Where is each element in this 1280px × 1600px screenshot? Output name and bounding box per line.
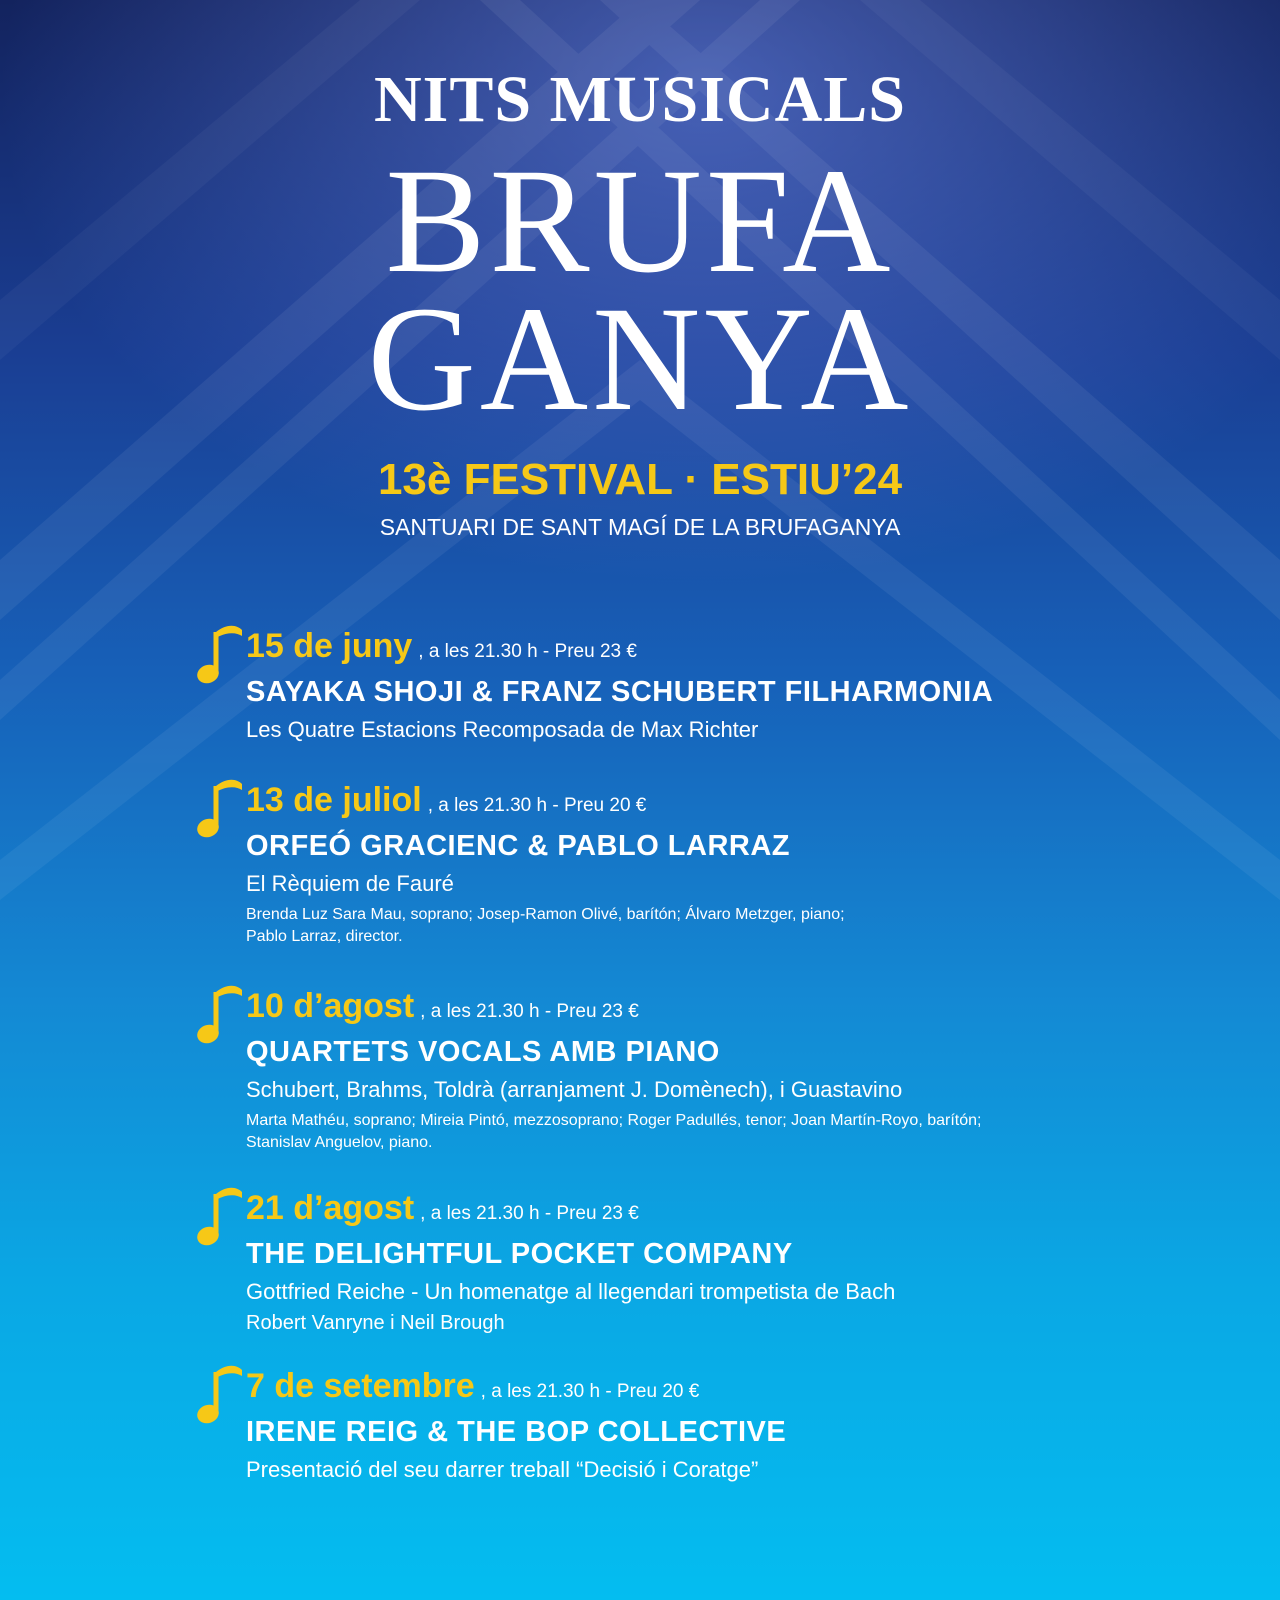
event-time-price: , a les 21.30 h - Preu 20 € — [480, 1381, 700, 1402]
performers-line-1: Marta Mathéu, soprano; Mireia Pintó, mezzosoprano; Roger Padullés, tenor; Joan Martín-Royo, barítón; — [246, 1112, 982, 1129]
event-date: 10 d’agost — [246, 987, 415, 1025]
event-time-price: , a les 21.30 h - Preu 23 € — [420, 1001, 639, 1022]
venue: SANTUARI DE SANT MAGÍ DE LA BRUFAGANYA — [379, 514, 901, 540]
performers-line-2: Pablo Larraz, director. — [246, 928, 403, 945]
event-performers — [246, 1110, 1246, 1154]
event-performers — [246, 904, 1246, 948]
event-title: QUARTETS VOCALS AMB PIANO — [246, 1036, 720, 1068]
pre-title: NITS MUSICALS — [374, 63, 906, 136]
event-title: SAYAKA SHOJI & FRANZ SCHUBERT FILHARMONIA — [246, 676, 994, 708]
event-title: THE DELIGHTFUL POCKET COMPANY — [246, 1238, 793, 1270]
title-line-2: GANYA — [367, 276, 913, 442]
performers-line-2: Stanislav Anguelov, piano. — [246, 1134, 433, 1151]
event-subtitle: Schubert, Brahms, Toldrà (arranjament J. Domènech), i Guastavino — [246, 1077, 903, 1102]
event-date: 15 de juny — [246, 627, 413, 665]
music-note-icon — [196, 776, 246, 842]
event-date: 13 de juliol — [246, 781, 422, 819]
event-time-price: , a les 21.30 h - Preu 20 € — [427, 795, 647, 816]
event-subtitle: Gottfried Reiche - Un homenatge al llegendari trompetista de Bach — [246, 1279, 896, 1304]
event-date: 21 d’agost — [246, 1189, 415, 1227]
music-note-icon — [196, 622, 246, 688]
title-line-1: BRUFA — [385, 138, 895, 304]
event-subtitle: Presentació del seu darrer treball “Decisió i Coratge” — [246, 1457, 759, 1482]
event-time-price: , a les 21.30 h - Preu 23 € — [420, 1203, 639, 1224]
event-date: 7 de setembre — [246, 1367, 475, 1405]
event-performers — [246, 1312, 1246, 1334]
event-subtitle: El Rèquiem de Fauré — [246, 871, 454, 896]
event-title: IRENE REIG & THE BOP COLLECTIVE — [246, 1416, 787, 1448]
music-note-icon — [196, 982, 246, 1048]
performers-line-1: Robert Vanryne i Neil Brough — [246, 1312, 505, 1334]
event-subtitle: Les Quatre Estacions Recomposada de Max Richter — [246, 717, 759, 742]
music-note-icon — [196, 1362, 246, 1428]
event-time-price: , a les 21.30 h - Preu 23 € — [418, 641, 637, 662]
event-title: ORFEÓ GRACIENC & PABLO LARRAZ — [246, 830, 791, 862]
performers-line-1: Brenda Luz Sara Mau, soprano; Josep-Ramon Olivé, barítón; Álvaro Metzger, piano; — [246, 906, 845, 923]
music-note-icon — [196, 1184, 246, 1250]
festival-edition: 13è FESTIVAL · ESTIU’24 — [377, 455, 903, 504]
